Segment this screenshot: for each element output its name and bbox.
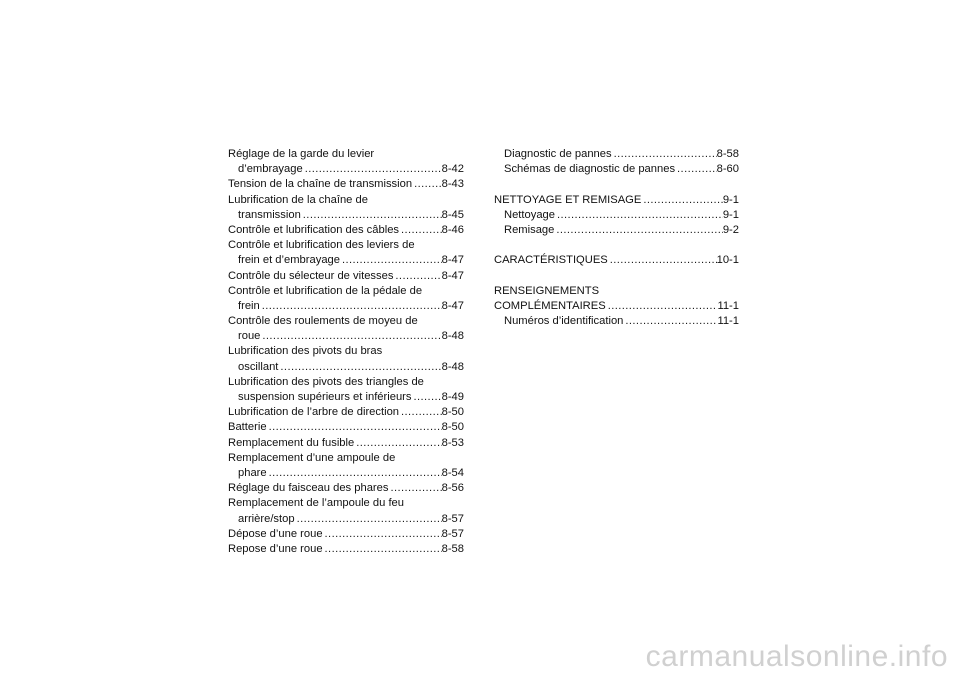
toc-entry[interactable] [228, 269, 464, 284]
toc-leader-dots [412, 177, 442, 192]
toc-leader-dots [340, 253, 442, 268]
toc-leader-dots [267, 466, 442, 481]
toc-leader-dots [641, 193, 722, 208]
toc-entry-page: 8-47 [441, 269, 464, 282]
toc-right-column [494, 147, 739, 329]
toc-entry-title: Lubrification des pivots du bras [228, 345, 383, 358]
toc-entry-title: arrière/stop [238, 512, 295, 525]
toc-entry[interactable] [494, 223, 739, 238]
toc-entry-page: 8-58 [716, 148, 739, 160]
toc-entry-title: Batterie [228, 421, 267, 434]
toc-entry-title: Remplacement de l’ampoule du feu [228, 497, 404, 510]
toc-entry-page: 8-45 [441, 208, 464, 221]
toc-entry-page: 8-60 [716, 163, 739, 176]
toc-entry[interactable] [228, 299, 464, 314]
toc-entry-title: RENSEIGNEMENTS [494, 284, 600, 297]
toc-entry-title: frein et d’embrayage [238, 254, 340, 267]
toc-leader-dots [388, 481, 441, 496]
toc-entry-title: Remplacement d’une ampoule de [228, 451, 396, 464]
toc-entry-title: Lubrification de l’arbre de direction [228, 406, 400, 419]
toc-leader-dots [612, 147, 717, 162]
toc-entry-title: Contrôle des roulements de moyeu de [228, 315, 418, 328]
toc-leader-dots [399, 405, 442, 420]
toc-spacer [494, 238, 739, 253]
toc-entry-title: Contrôle et lubrification des leviers de [228, 239, 415, 252]
toc-entry[interactable] [494, 147, 739, 162]
toc-entry[interactable] [228, 466, 464, 481]
toc-spacer [494, 269, 739, 284]
toc-leader-dots [354, 436, 441, 451]
toc-entry-page: 8-47 [441, 254, 464, 267]
toc-entry[interactable] [228, 512, 464, 527]
toc-entry-title: transmission [238, 208, 301, 221]
toc-leader-dots [623, 314, 717, 329]
toc-entry-page: 8-58 [441, 542, 464, 555]
toc-entry-title: Lubrification de la chaîne de [228, 193, 368, 206]
toc-entry [494, 284, 739, 299]
toc-entry-page: 8-50 [441, 406, 464, 419]
toc-leader-dots [608, 253, 717, 268]
toc-leader-dots [303, 162, 442, 177]
toc-entry[interactable] [228, 223, 464, 238]
toc-entry-page: 11-1 [717, 299, 739, 312]
toc-entry-page: 8-56 [441, 482, 464, 495]
toc-entry-title: oscillant [238, 360, 279, 373]
toc-entry-title: Numéros d’identification [504, 315, 624, 328]
toc-leader-dots [260, 299, 442, 314]
watermark: carmanualsonline.info [645, 640, 948, 673]
toc-entry-page: 8-48 [441, 330, 464, 343]
toc-entry-page: 8-50 [441, 421, 464, 434]
toc-entry [228, 284, 464, 299]
toc-leader-dots [399, 223, 442, 238]
toc-entry[interactable] [494, 208, 739, 223]
toc-entry[interactable] [228, 436, 464, 451]
toc-entry-page: 8-53 [441, 436, 464, 449]
toc-entry-page: 9-1 [722, 193, 739, 206]
toc-entry-page: 8-47 [441, 299, 464, 312]
toc-entry-title: phare [238, 466, 267, 479]
toc-spacer [494, 177, 739, 192]
toc-entry [228, 238, 464, 253]
toc-entry[interactable] [228, 527, 464, 542]
toc-entry-title: frein [238, 299, 260, 312]
toc-entry[interactable] [494, 314, 739, 329]
toc-entry-title: CARACTÉRISTIQUES [494, 254, 608, 267]
toc-entry[interactable] [494, 253, 739, 268]
toc-entry-title: d’embrayage [238, 163, 303, 176]
toc-entry-page: 11-1 [717, 315, 739, 328]
toc-entry-title: Diagnostic de pannes [504, 148, 612, 160]
toc-entry-title: Tension de la chaîne de transmission [228, 178, 413, 191]
toc-entry-title: Nettoyage [504, 208, 555, 221]
toc-entry [228, 496, 464, 511]
toc-entry-title: NETTOYAGE ET REMISAGE [494, 193, 642, 206]
toc-leader-dots [412, 390, 442, 405]
toc-entry-title: Lubrification des pivots des triangles de [228, 375, 424, 388]
toc-entry-page: 8-46 [441, 223, 464, 236]
toc-entry [228, 375, 464, 390]
toc-leader-dots [675, 162, 717, 177]
toc-entry-page: 9-2 [722, 223, 739, 236]
toc-leader-dots [278, 360, 441, 375]
toc-leader-dots [260, 329, 441, 344]
toc-entry [228, 193, 464, 208]
toc-entry-page: 8-48 [441, 360, 464, 373]
toc-left-column [228, 147, 464, 557]
toc-leader-dots [393, 269, 441, 284]
toc-entry[interactable] [228, 360, 464, 375]
toc-entry[interactable] [228, 405, 464, 420]
toc-leader-dots [295, 512, 442, 527]
toc-entry[interactable] [228, 420, 464, 435]
toc-entry[interactable] [228, 390, 464, 405]
toc-entry-page: 8-57 [441, 512, 464, 525]
toc-entry [228, 451, 464, 466]
toc-entry-title: Contrôle du sélecteur de vitesses [228, 269, 394, 282]
toc-entry[interactable] [494, 299, 739, 314]
toc-entry-page: 8-42 [441, 163, 464, 176]
toc-entry-title: Réglage de la garde du levier [228, 148, 375, 160]
toc-entry[interactable] [228, 253, 464, 268]
toc-entry-title: suspension supérieurs et inférieurs [238, 391, 412, 403]
toc-entry-title: Remisage [504, 223, 555, 236]
toc-entry[interactable] [228, 162, 464, 177]
toc-entry-title: Contrôle et lubrification de la pédale de [228, 284, 423, 297]
toc-entry[interactable] [228, 542, 464, 557]
toc-entry [228, 344, 464, 359]
toc-entry-title: Réglage du faisceau des phares [228, 482, 389, 495]
toc-leader-dots [323, 527, 442, 542]
toc-entry-page: 8-49 [441, 391, 464, 403]
toc-entry-title: Schémas de diagnostic de pannes [504, 163, 676, 176]
toc-entry-page: 8-57 [441, 527, 464, 540]
toc-entry [228, 147, 464, 162]
toc-entry[interactable] [228, 481, 464, 496]
toc-leader-dots [606, 299, 718, 314]
toc-entry[interactable] [494, 162, 739, 177]
toc-entry-title: COMPLÉMENTAIRES [494, 299, 606, 312]
toc-leader-dots [267, 420, 442, 435]
toc-leader-dots [555, 208, 723, 223]
toc-leader-dots [554, 223, 722, 238]
toc-entry-page: 10-1 [716, 254, 739, 267]
toc-entry[interactable] [228, 208, 464, 223]
toc-entry-title: roue [238, 330, 261, 343]
toc-entry-title: Contrôle et lubrification des câbles [228, 223, 400, 236]
toc-entry [228, 314, 464, 329]
toc-entry[interactable] [228, 329, 464, 344]
toc-entry[interactable] [228, 177, 464, 192]
toc-leader-dots [323, 542, 442, 557]
toc-entry-title: Remplacement du fusible [228, 436, 355, 449]
toc-entry-page: 8-54 [441, 466, 464, 479]
toc-entry-page: 9-1 [722, 208, 739, 221]
toc-entry[interactable] [494, 193, 739, 208]
toc-entry-title: Repose d’une roue [228, 542, 323, 555]
toc-entry-page: 8-43 [441, 178, 464, 191]
toc-entry-title: Dépose d’une roue [228, 527, 323, 540]
toc-leader-dots [301, 208, 442, 223]
